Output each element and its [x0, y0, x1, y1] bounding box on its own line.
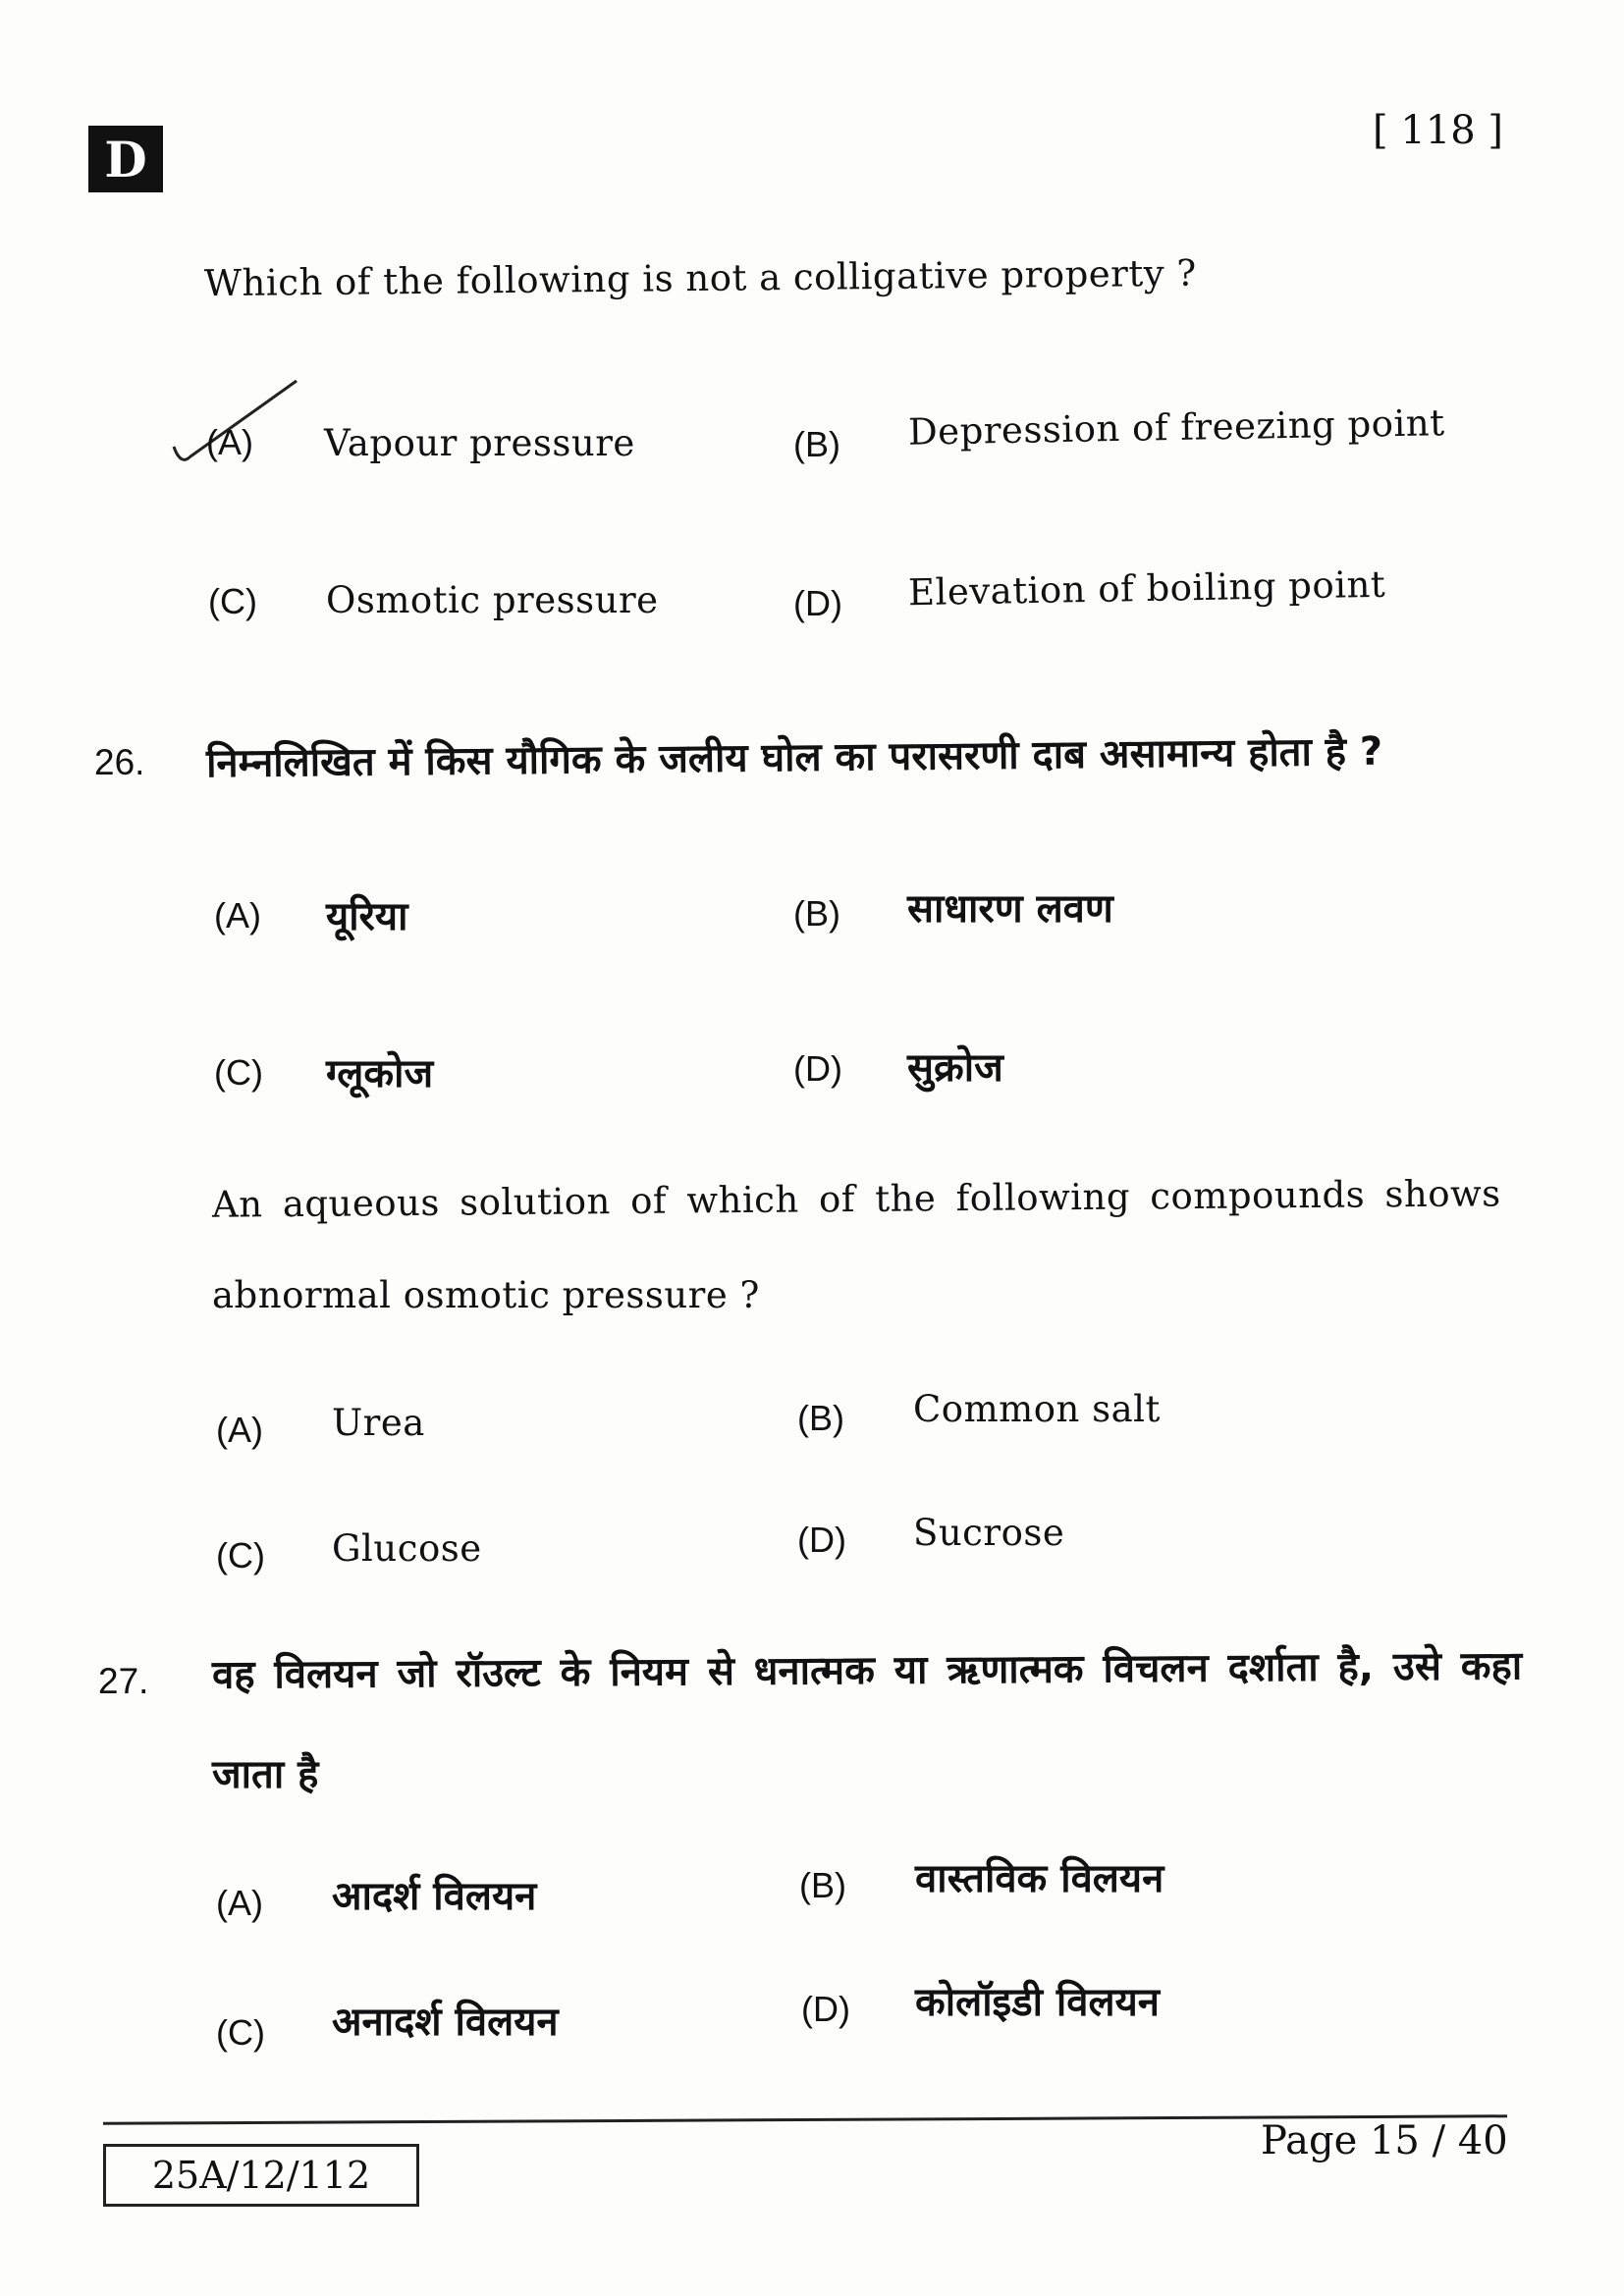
q26-question-hindi: निम्नलिखित में किस यौगिक के जलीय घोल का परासरणी दाब असामान्य होता है ?: [205, 728, 1383, 787]
q27-option-d-label: (D): [801, 1989, 850, 2029]
q25-option-b: Depression of freezing point: [907, 401, 1445, 454]
q26-option-c-hindi: ग्लूकोज: [326, 1051, 434, 1096]
q25-option-a: Vapour pressure: [324, 422, 635, 464]
q27-option-b: वास्तविक विलयन: [915, 1856, 1164, 1901]
q26-option-c-english: Glucose: [332, 1527, 482, 1570]
q26-option-a-label-en: (A): [216, 1410, 263, 1450]
q26-option-d-hindi: सुक्रोज: [907, 1045, 1003, 1091]
q26-option-b-english: Common salt: [913, 1388, 1161, 1430]
page-number: Page 15 / 40: [1261, 2118, 1508, 2163]
q25-question: Which of the following is not a colligative property ?: [203, 251, 1197, 305]
q26-option-c-label-hi: (C): [214, 1052, 263, 1093]
q27-number: 27.: [98, 1661, 149, 1701]
q27-option-a: आदर्श विलयन: [332, 1874, 537, 1919]
q25-option-d: Elevation of boiling point: [907, 562, 1386, 614]
q26-question-english-line2: abnormal osmotic pressure ?: [212, 1274, 760, 1316]
q27-option-c-label: (C): [216, 2012, 265, 2053]
q27-question-line1: वह विलयन जो रॉउल्ट के नियम से धनात्मक या ऋणात्मक विचलन दर्शाता है, उसे कहा: [211, 1643, 1523, 1698]
q26-option-d-label-en: (D): [797, 1520, 846, 1560]
q26-option-d-english: Sucrose: [913, 1512, 1065, 1554]
q27-option-b-label: (B): [799, 1865, 846, 1905]
q25-option-c: Osmotic pressure: [326, 579, 659, 621]
set-badge: D: [88, 126, 163, 192]
q25-option-d-label: (D): [793, 583, 842, 623]
q25-option-c-label: (C): [208, 581, 257, 621]
q26-option-d-label-hi: (D): [793, 1048, 842, 1089]
q25-option-a-label: (A): [206, 422, 253, 462]
q27-option-c: अनादर्श विलयन: [332, 2000, 559, 2045]
q25-option-b-label: (B): [793, 424, 840, 464]
q26-number: 26.: [94, 742, 145, 782]
q26-option-a-label-hi: (A): [214, 895, 261, 935]
q26-option-b-hindi: साधारण लवण: [907, 886, 1113, 932]
page-reference: [ 118 ]: [1373, 108, 1503, 153]
q26-option-a-hindi: यूरिया: [326, 894, 408, 939]
q26-option-b-label-en: (B): [797, 1398, 844, 1438]
q26-option-a-english: Urea: [332, 1402, 425, 1444]
q26-question-english-line1: An aqueous solution of which of the following compounds shows: [211, 1172, 1501, 1226]
q27-option-a-label: (A): [216, 1883, 263, 1923]
q27-option-d: कोलॉइडी विलयन: [915, 1980, 1161, 2025]
q27-question-line2: जाता है: [212, 1752, 319, 1797]
q26-option-c-label-en: (C): [216, 1535, 265, 1575]
q26-option-b-label-hi: (B): [793, 893, 840, 934]
paper-code: 25A/12/112: [103, 2144, 419, 2207]
